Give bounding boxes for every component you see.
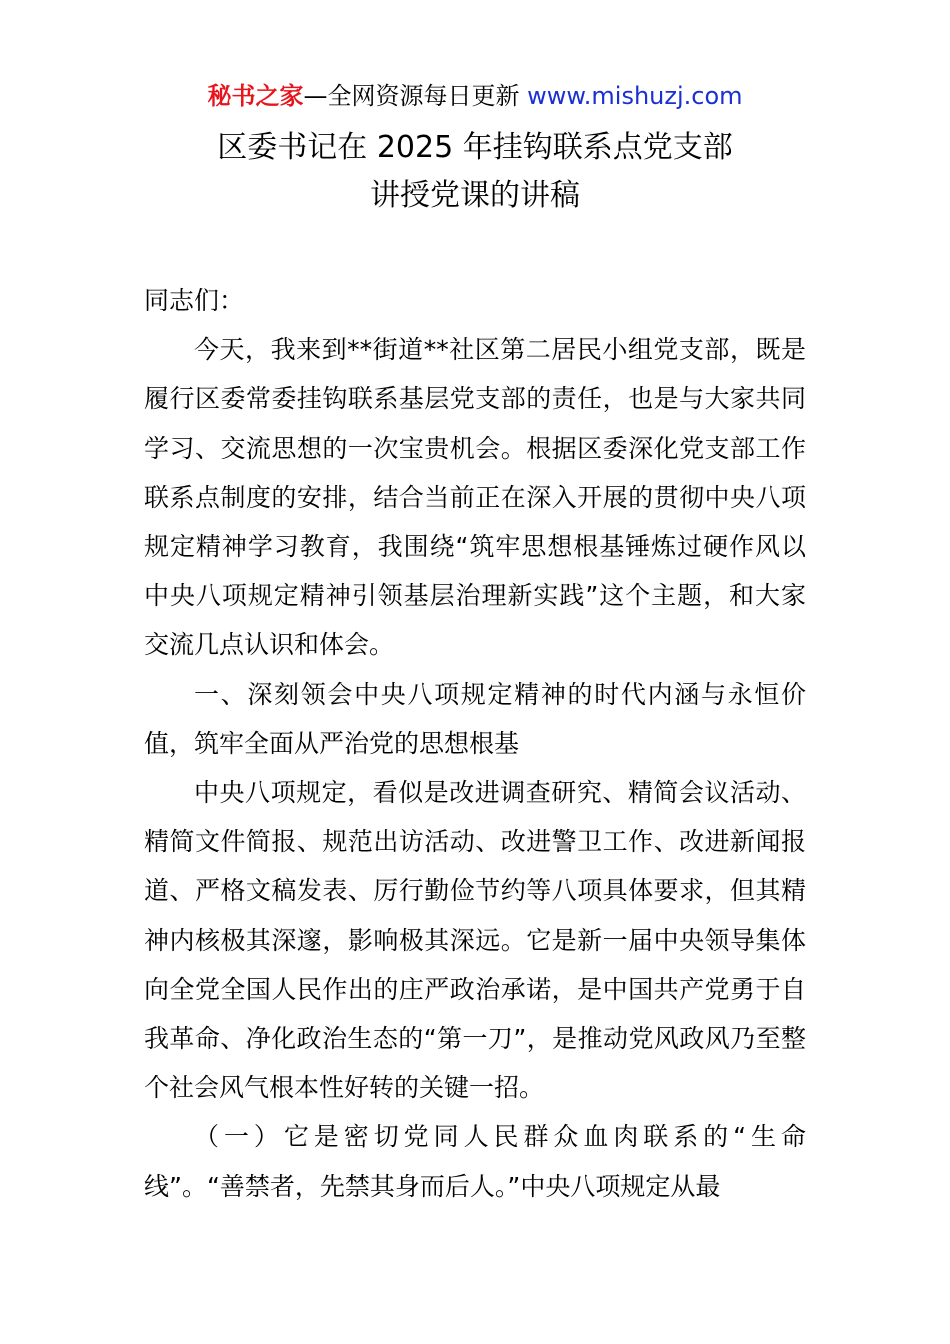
salutation: 同志们： [144, 286, 245, 315]
paragraph-intro: 今天，我来到**街道**社区第二居民小组党支部，既是履行区委常委挂钩联系基层党支部的责任，也是与大家共同学习、交流思想的一次宝贵机会。根据区委深化党支部工作联系点制度的安排，结合当前正在深入开展的贯彻中央八项规定精神学习教育，我围绕“筑牢思想根基锤炼过硬作风以中央八项规定精神引领基层治理新实践”这个主题，和大家交流几点认识和体会。 [144, 335, 806, 660]
site-brand: 秘书之家 [207, 82, 304, 110]
site-slogan: —全网资源每日更新 [303, 82, 520, 110]
document-body [144, 276, 806, 1211]
site-header [0, 78, 950, 114]
section-heading-1: 一、深刻领会中央八项规定精神的时代内涵与永恒价值，筑牢全面从严治党的思想根基 [144, 679, 806, 758]
paragraph-subsection-1: （一）它是密切党同人民群众血肉联系的“生命线”。“善禁者，先禁其身而后人。”中央八项规定从最 [144, 1122, 806, 1201]
paragraph-section-1: 中央八项规定，看似是改进调查研究、精简会议活动、精简文件简报、规范出访活动、改进警卫工作、改进新闻报道、严格文稿发表、厉行勤俭节约等八项具体要求，但其精神内核极其深邃，影响极其深远。它是新一届中央领导集体向全党全国人民作出的庄严政治承诺，是中国共产党勇于自我革命、净化政治生态的“第一刀”，是推动党风政风乃至整个社会风气根本性好转的关键一招。 [144, 778, 806, 1103]
site-url-link[interactable]: www.mishuzj.com [527, 82, 743, 110]
document-title-line-1: 区委书记在 2025 年挂钩联系点党支部 [217, 130, 733, 165]
document-title-line-2: 讲授党课的讲稿 [370, 178, 580, 213]
